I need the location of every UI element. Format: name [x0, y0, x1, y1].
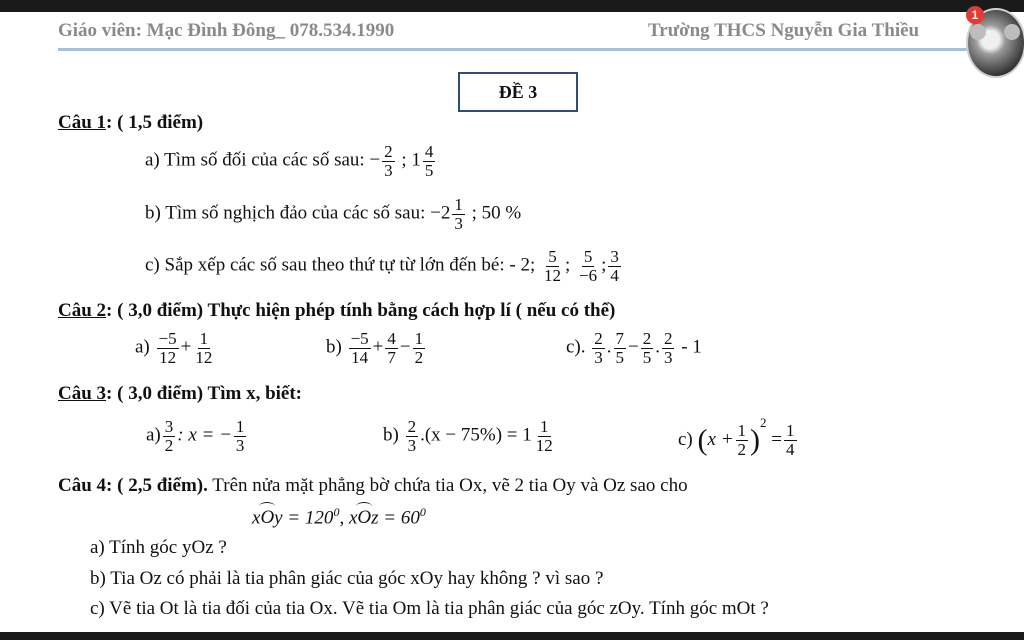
q2a-label: a)	[135, 336, 150, 358]
q1a-sep: ; 1	[396, 149, 421, 171]
q1c-frac-2: $\frac{5}{-6}$	[579, 247, 598, 285]
q3c-frac-1: $\frac{1}{2}$	[737, 421, 747, 460]
q2-part-c	[566, 330, 702, 367]
q4-angles	[252, 505, 426, 529]
q1b-text: b) Tìm số nghịch đảo của các số sau: −2	[145, 202, 451, 224]
q2b-op-2: −	[399, 336, 411, 358]
q2a-frac-2: $\frac{1}{12}$	[195, 329, 213, 367]
question-1-heading	[58, 112, 203, 134]
avatar-ear-right-icon	[1004, 24, 1020, 40]
question-3-text: : ( 3,0 điểm) Tìm x, biết:	[106, 383, 303, 404]
question-1-points: : ( 1,5 điểm)	[106, 112, 204, 133]
question-2-label: Câu 2	[58, 300, 107, 321]
question-3-heading	[58, 383, 302, 405]
q4-angle2-pre: x	[348, 507, 358, 529]
q2c-dot-2: .	[655, 336, 660, 358]
question-1-label: Câu 1	[58, 112, 107, 133]
q2a-op: +	[180, 336, 192, 358]
q2b-label: b)	[326, 336, 342, 358]
q1a-minus: −	[369, 149, 381, 171]
bottom-border	[0, 632, 1024, 640]
school-header: Trường THCS Nguyễn Gia Thiều	[648, 20, 920, 41]
q4-deg-1: 0	[333, 505, 340, 519]
question-2-text: : ( 3,0 điểm) Thực hiện phép tính bằng cách hợp lí ( nếu có thể)	[106, 300, 616, 321]
q2b-op-1: +	[372, 336, 384, 358]
q3-part-c	[678, 415, 799, 459]
q2-part-a	[135, 330, 216, 367]
q1c-sep-2: ;	[601, 254, 607, 276]
q3-part-b	[383, 418, 557, 455]
q3b-label: b)	[383, 424, 399, 446]
q4-deg-2: 0	[419, 505, 426, 519]
q1c-frac-1: $\frac{5}{12}$	[543, 247, 561, 285]
q2b-frac-2: $\frac{4}{7}$	[387, 329, 396, 367]
avatar-ear-left-icon	[970, 24, 986, 40]
q3c-eq: =	[771, 429, 782, 450]
question-3-label: Câu 3	[58, 383, 107, 404]
q3c-x: x +	[707, 429, 734, 450]
q3c-open-paren: (	[697, 423, 708, 457]
q2c-tail: - 1	[681, 336, 702, 358]
q1a-frac-1: $\frac{2}{3}$	[384, 142, 393, 180]
q1b-tail: ; 50 %	[466, 202, 522, 224]
question-4-label: Câu 4: ( 2,5 điểm).	[58, 475, 208, 496]
q3c-label: c)	[678, 429, 693, 450]
q4-part-a: a) Tính góc yOz ?	[90, 537, 227, 558]
q2c-frac-3: $\frac{2}{5}$	[642, 329, 652, 367]
q3b-mid: .(x − 75%) = 1	[420, 424, 532, 446]
q2c-frac-2: $\frac{7}{5}$	[615, 329, 625, 367]
q3a-frac-1: $\frac{3}{2}$	[164, 417, 174, 455]
question-4-text: Trên nửa mặt phẳng bờ chứa tia Ox, vẽ 2 tia Oy và Oz sao cho	[207, 475, 688, 496]
q4-angle2-hat: O	[357, 507, 372, 529]
q3b-frac-1: $\frac{2}{3}$	[407, 417, 417, 455]
q3-part-a	[146, 418, 248, 455]
q2c-frac-4: $\frac{2}{3}$	[663, 329, 673, 367]
q1c-frac-3: $\frac{3}{4}$	[610, 247, 619, 285]
top-border	[0, 0, 1024, 12]
q1a-text: a) Tìm số đối của các số sau:	[145, 149, 365, 171]
q1c-text: c) Sắp xếp các số sau theo thứ tự từ lớn đến bé: - 2;	[145, 254, 536, 276]
q1b-frac-1: $\frac{1}{3}$	[454, 195, 463, 233]
q3a-mid: : x = −	[177, 424, 232, 446]
q2c-op: −	[628, 336, 639, 358]
question-4-heading	[58, 475, 688, 497]
q2c-frac-1: $\frac{2}{3}$	[594, 329, 603, 367]
teacher-header: Giáo viên: Mạc Đình Đông_ 078.534.1990	[58, 20, 395, 41]
q3a-frac-2: $\frac{1}{3}$	[235, 417, 245, 455]
exam-title: ĐỀ 3	[458, 72, 578, 112]
q4-angle1-pre: x	[252, 507, 261, 529]
q3a-label: a)	[146, 424, 161, 446]
q2-part-b	[326, 330, 427, 367]
q2b-frac-3: $\frac{1}{2}$	[414, 329, 424, 367]
q4-angle1-hat: O	[260, 507, 275, 529]
q3c-close-paren: )	[750, 423, 761, 457]
q1-part-a	[145, 143, 437, 180]
q2a-frac-1: $\frac{-5}{12}$	[158, 329, 177, 367]
q3c-exponent: 2	[760, 415, 767, 430]
q3c-frac-2: $\frac{1}{4}$	[786, 421, 795, 460]
q2b-frac-1: $\frac{-5}{14}$	[350, 329, 369, 367]
q4-part-b: b) Tia Oz có phải là tia phân giác của góc xOy hay không ? vì sao ?	[90, 568, 604, 589]
q2c-dot-1: .	[606, 336, 612, 358]
question-2-heading	[58, 300, 615, 322]
q1-part-b	[145, 196, 521, 233]
q2c-label: c).	[566, 336, 586, 358]
q1c-sep-1: ;	[564, 254, 571, 276]
q1-part-c	[145, 248, 623, 285]
q4-comma: ,	[339, 507, 345, 529]
notification-badge[interactable]: 1	[966, 6, 984, 24]
q1a-frac-2: $\frac{4}{5}$	[424, 142, 434, 180]
q3b-frac-2: $\frac{1}{12}$	[535, 417, 553, 455]
q4-angle2-post: z = 60	[371, 507, 420, 529]
q4-part-c: c) Vẽ tia Ot là tia đối của tia Ox. Vẽ tia Om là tia phân giác của góc zOy. Tính góc mOt ?	[90, 598, 769, 619]
header-divider	[58, 48, 968, 51]
q4-angle1-post: y = 120	[274, 507, 334, 529]
